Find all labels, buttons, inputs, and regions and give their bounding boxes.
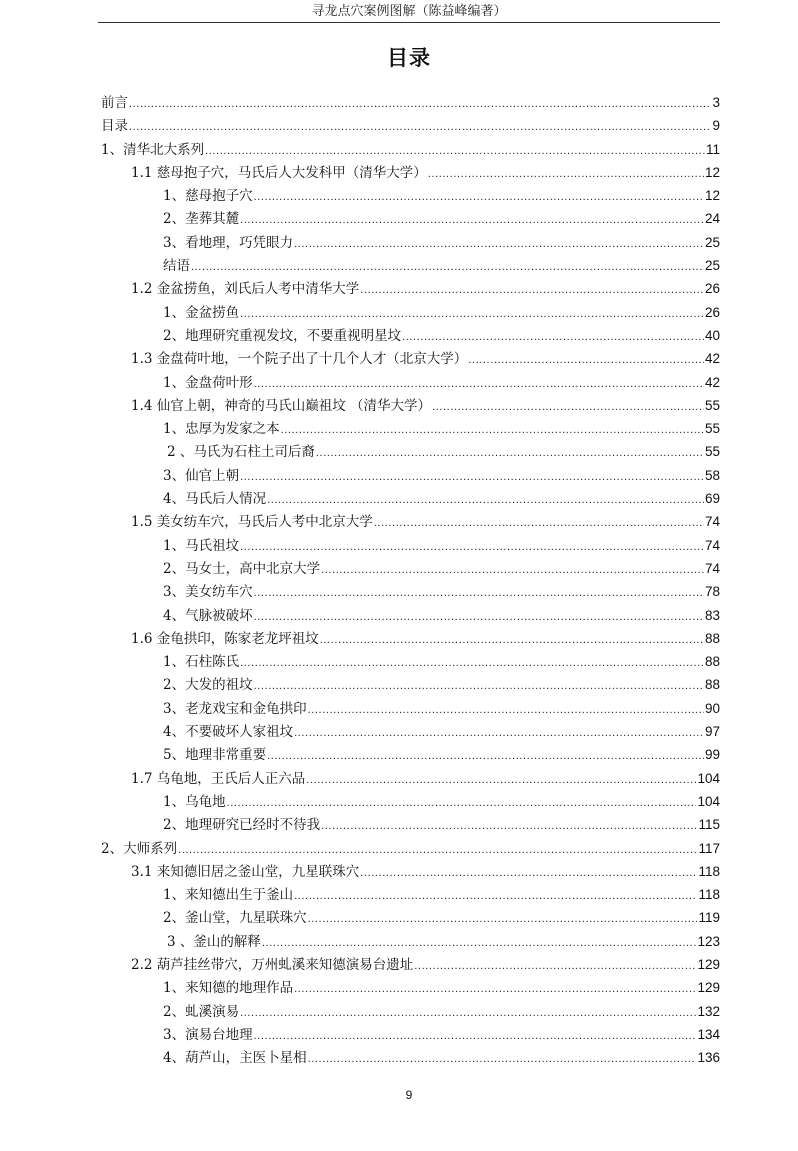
toc-entry-page: 9 (712, 118, 720, 134)
toc-entry-page: 118 (698, 863, 720, 879)
toc-entry-label: 2、釜山堂，九星联珠穴 (163, 910, 307, 927)
toc-entry[interactable] (101, 1000, 720, 1023)
toc-entry-label: 1.2 金盆捞鱼，刘氏后人考中清华大学 (131, 281, 360, 298)
toc-entry-page: 42 (704, 374, 720, 390)
toc-entry-page: 11 (705, 141, 720, 157)
toc-entry[interactable] (101, 860, 720, 883)
toc-entry-label: 2、虬溪演易 (163, 1003, 240, 1020)
toc-entry[interactable] (101, 417, 720, 440)
toc-entry-label: 3、仙官上朝 (163, 467, 240, 484)
toc-dot-leader (227, 792, 697, 815)
toc-dot-leader (267, 745, 704, 768)
toc-dot-leader (254, 606, 704, 629)
toc-entry-label: 1、来知德的地理作品 (163, 980, 294, 997)
toc-entry-page: 25 (704, 258, 720, 274)
toc-entry[interactable] (101, 277, 720, 300)
toc-dot-leader (262, 932, 697, 955)
toc-entry-page: 104 (697, 770, 720, 786)
toc-entry-page: 88 (704, 630, 720, 646)
toc-dot-leader (432, 396, 704, 419)
toc-entry-page: 55 (704, 444, 720, 460)
toc-dot-leader (316, 442, 704, 465)
toc-entry-label: 1、石柱陈氏 (163, 654, 240, 671)
toc-entry-page: 74 (704, 560, 720, 576)
toc-entry-label: 1、乌龟地 (163, 793, 226, 810)
toc-entry-page: 129 (697, 980, 720, 996)
toc-entry-page: 25 (704, 234, 720, 250)
toc-entry[interactable] (101, 883, 720, 906)
toc-entry-label: 1、忠厚为发家之本 (163, 421, 280, 438)
toc-entry[interactable] (101, 324, 720, 347)
toc-entry-label: 1、金盆捞鱼 (163, 304, 240, 321)
toc-entry-page: 118 (698, 887, 720, 903)
toc-dot-leader (294, 885, 697, 908)
toc-entry-label: 2 、马氏为石柱土司后裔 (167, 444, 315, 461)
toc-dot-leader (254, 1025, 697, 1048)
toc-entry-label: 1、慈母抱子穴 (163, 188, 253, 205)
toc-dot-leader (254, 675, 704, 698)
table-of-contents (101, 91, 720, 1069)
toc-dot-leader (320, 629, 704, 652)
toc-entry-page: 90 (704, 700, 720, 716)
toc-dot-leader (178, 839, 697, 862)
toc-entry-page: 104 (697, 793, 720, 809)
toc-entry-label: 2、马女士，高中北京大学 (163, 560, 321, 577)
toc-entry[interactable] (101, 487, 720, 510)
toc-entry-page: 97 (704, 724, 720, 740)
toc-entry-page: 88 (704, 654, 720, 670)
toc-entry[interactable] (101, 440, 720, 463)
toc-dot-leader (294, 722, 704, 745)
toc-entry[interactable] (101, 510, 720, 533)
toc-dot-leader (240, 303, 704, 326)
toc-entry[interactable] (101, 184, 720, 207)
toc-entry[interactable] (101, 650, 720, 673)
toc-entry-page: 69 (704, 491, 720, 507)
toc-dot-leader (294, 233, 704, 256)
toc-entry-page: 3 (712, 95, 720, 110)
toc-entry-page: 115 (698, 817, 720, 833)
toc-dot-leader (360, 279, 704, 302)
toc-entry[interactable] (101, 837, 720, 860)
toc-entry-label: 2、垄葬其麓 (163, 211, 240, 228)
toc-dot-leader (402, 326, 704, 349)
header-rule (98, 22, 720, 23)
toc-entry[interactable] (101, 790, 720, 813)
toc-entry[interactable] (101, 557, 720, 580)
toc-dot-leader (129, 116, 711, 139)
toc-entry-label: 2.2 葫芦挂丝带穴，万州虬溪来知德演易台遗址 (131, 956, 414, 973)
toc-dot-leader (374, 512, 704, 535)
toc-entry[interactable] (101, 813, 720, 836)
toc-entry-page: 24 (704, 211, 720, 227)
toc-entry-label: 3、美女纺车穴 (163, 584, 253, 601)
toc-entry-page: 74 (704, 537, 720, 553)
toc-entry[interactable] (101, 301, 720, 324)
toc-entry-label: 1.3 金盘荷叶地，一个院子出了十几个人才（北京大学） (131, 351, 468, 368)
toc-dot-leader (254, 582, 704, 605)
toc-entry-page: 132 (697, 1003, 720, 1019)
toc-entry[interactable] (101, 673, 720, 696)
toc-entry[interactable] (101, 930, 720, 953)
toc-entry-page: 55 (704, 421, 720, 437)
toc-dot-leader (254, 373, 704, 396)
toc-entry-page: 74 (704, 514, 720, 530)
toc-dot-leader (308, 908, 698, 931)
toc-dot-leader (308, 699, 704, 722)
toc-entry-label: 3、演易台地理 (163, 1026, 253, 1043)
toc-entry-label: 4、不要破坏人家祖坟 (163, 724, 294, 741)
toc-dot-leader (468, 349, 704, 372)
toc-entry-page: 42 (704, 351, 720, 367)
toc-entry[interactable] (101, 161, 720, 184)
toc-entry-label: 目录 (101, 118, 128, 135)
toc-entry-label: 1、金盘荷叶形 (163, 374, 253, 391)
toc-entry-label: 3、看地理，巧凭眼力 (163, 234, 294, 251)
toc-entry-label: 1、马氏祖坟 (163, 537, 240, 554)
toc-dot-leader (240, 209, 704, 232)
toc-entry-label: 1、清华北大系列 (101, 141, 205, 158)
toc-dot-leader (240, 652, 704, 675)
toc-entry-page: 12 (704, 164, 720, 180)
toc-entry-label: 2、大师系列 (101, 840, 178, 857)
toc-entry[interactable] (101, 767, 720, 790)
toc-entry-label: 1.4 仙官上朝，神奇的马氏山巅祖坟 （清华大学） (131, 397, 432, 414)
toc-entry[interactable] (101, 604, 720, 627)
toc-dot-leader (240, 1002, 696, 1025)
toc-dot-leader (205, 140, 705, 163)
toc-dot-leader (294, 978, 696, 1001)
toc-entry-page: 117 (698, 840, 720, 856)
toc-entry[interactable] (101, 906, 720, 929)
toc-entry[interactable] (101, 697, 720, 720)
page-title: 目录 (387, 46, 431, 70)
toc-entry[interactable] (101, 534, 720, 557)
toc-entry[interactable] (101, 114, 720, 137)
toc-entry[interactable] (101, 976, 720, 999)
toc-dot-leader (281, 419, 704, 442)
toc-dot-leader (306, 769, 696, 792)
toc-entry[interactable] (101, 464, 720, 487)
toc-entry[interactable] (101, 720, 720, 743)
toc-entry-page: 78 (704, 584, 720, 600)
toc-entry-page: 123 (697, 933, 720, 949)
toc-dot-leader (240, 466, 704, 489)
toc-entry[interactable] (101, 743, 720, 766)
toc-entry-label: 1.7 乌龟地，王氏后人正六品 (131, 770, 306, 787)
toc-entry[interactable] (101, 231, 720, 254)
toc-entry-page: 55 (704, 397, 720, 413)
toc-entry-label: 1.5 美女纺车穴，马氏后人考中北京大学 (131, 514, 373, 531)
toc-dot-leader (321, 815, 697, 838)
toc-dot-leader (129, 93, 711, 116)
toc-entry[interactable] (101, 347, 720, 370)
toc-entry-label: 2、地理研究已经时不待我 (163, 817, 321, 834)
toc-entry[interactable] (101, 371, 720, 394)
toc-entry[interactable] (101, 91, 720, 114)
page-number: 9 (405, 1088, 413, 1102)
toc-entry-page: 136 (697, 1050, 720, 1066)
toc-entry-page: 26 (704, 304, 720, 320)
toc-dot-leader (191, 256, 704, 279)
toc-entry-label: 4、葫芦山，主医卜星相 (163, 1050, 307, 1067)
toc-entry-label: 5、地理非常重要 (163, 747, 267, 764)
toc-entry[interactable] (101, 580, 720, 603)
toc-entry-label: 2、大发的祖坟 (163, 677, 253, 694)
toc-entry-label: 3、老龙戏宝和金龟拱印 (163, 700, 307, 717)
toc-entry-label: 2、地理研究重视发坟，不要重视明星坟 (163, 327, 402, 344)
toc-entry[interactable] (101, 953, 720, 976)
toc-entry-page: 134 (697, 1026, 720, 1042)
toc-entry[interactable] (101, 138, 720, 161)
toc-entry[interactable] (101, 1046, 720, 1069)
running-header: 寻龙点穴案例图解（陈益峰编著） (311, 4, 507, 19)
toc-entry-label: 1.6 金龟拱印，陈家老龙坪祖坟 (131, 630, 319, 647)
toc-entry[interactable] (101, 254, 720, 277)
toc-entry-label: 1.1 慈母抱子穴，马氏后人大发科甲（清华大学） (131, 164, 427, 181)
toc-dot-leader (428, 163, 704, 186)
toc-entry-page: 119 (698, 910, 720, 926)
toc-dot-leader (240, 536, 704, 559)
toc-entry-label: 3.1 来知德旧居之釜山堂，九星联珠穴 (131, 863, 360, 880)
toc-entry[interactable] (101, 1023, 720, 1046)
toc-entry[interactable] (101, 207, 720, 230)
toc-entry-label: 1、来知德出生于釜山 (163, 887, 294, 904)
toc-entry-page: 129 (697, 956, 720, 972)
toc-entry-page: 26 (704, 281, 720, 297)
toc-entry-page: 88 (704, 677, 720, 693)
toc-entry-page: 12 (704, 188, 720, 204)
toc-dot-leader (254, 186, 704, 209)
toc-entry-page: 58 (704, 467, 720, 483)
toc-dot-leader (360, 862, 697, 885)
toc-entry-page: 99 (704, 747, 720, 763)
toc-entry-label: 3 、釜山的解释 (167, 933, 261, 950)
toc-entry-page: 40 (704, 327, 720, 343)
toc-entry-label: 4、马氏后人情况 (163, 491, 267, 508)
toc-entry-page: 83 (704, 607, 720, 623)
toc-dot-leader (321, 559, 704, 582)
toc-entry[interactable] (101, 627, 720, 650)
toc-entry-label: 结语 (163, 258, 190, 275)
toc-entry[interactable] (101, 394, 720, 417)
toc-entry-label: 4、气脉被破坏 (163, 607, 253, 624)
toc-dot-leader (308, 1048, 697, 1071)
toc-dot-leader (414, 955, 696, 978)
toc-entry-label: 前言 (101, 95, 128, 111)
toc-dot-leader (267, 489, 704, 512)
